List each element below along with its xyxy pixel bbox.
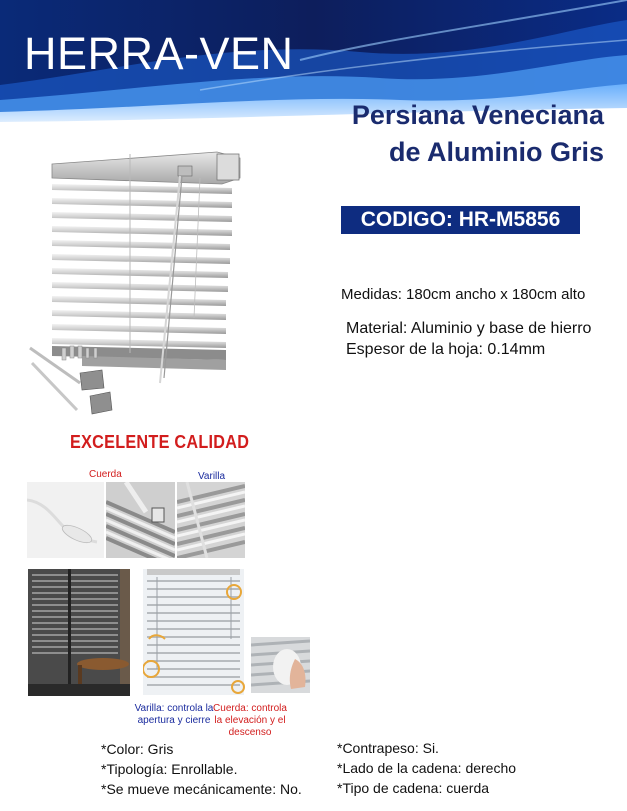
varilla-caption-line1: Varilla: controla la [134,703,214,714]
product-code-badge: CODIGO: HR-M5856 [341,206,580,234]
spec-medidas: Medidas: 180cm ancho x 180cm alto [341,286,586,303]
cuerda-label: Cuerda [89,469,122,480]
installed-blind-photo [143,569,244,695]
feature-contrapeso: *Contrapeso: Si. [337,740,439,756]
brand-logo-text: HERRA-VEN [24,28,294,79]
cuerda-caption [210,703,290,739]
quality-label: EXCELENTE CALIDAD [70,432,250,452]
cuerda-detail-photo [27,482,104,558]
cuerda-mechanism-photo [106,482,175,558]
varilla-caption-line2: apertura y cierre [137,715,211,726]
feature-color: *Color: Gris [101,741,174,757]
feature-tipologia: *Tipología: Enrollable. [101,761,238,777]
features-right [337,738,516,798]
varilla-label: Varilla [198,471,226,482]
cleaning-hand-photo [251,637,310,693]
cuerda-caption-line3: descenso [228,727,272,738]
product-title [352,97,604,171]
blind-product-image [22,148,247,423]
varilla-detail-photo [177,482,245,558]
cuerda-caption-line1: Cuerda: controla [213,703,287,714]
product-title-line1: Persiana Veneciana [351,100,604,130]
feature-tipo-cadena: *Tipo de cadena: cuerda [337,780,490,796]
product-title-line2: de Aluminio Gris [388,137,604,167]
room-window-photo [28,569,130,696]
cuerda-caption-line2: la elevación y el [214,715,286,726]
features-left [101,739,302,799]
feature-lado-cadena: *Lado de la cadena: derecho [337,760,517,776]
cord-highlight-marker [231,673,245,695]
spec-espesor: Espesor de la hoja: 0.14mm [346,341,546,358]
spec-material: Material: Aluminio y base de hierro [346,320,592,337]
feature-mecanico: *Se mueve mecánicamente: No. [101,781,302,797]
